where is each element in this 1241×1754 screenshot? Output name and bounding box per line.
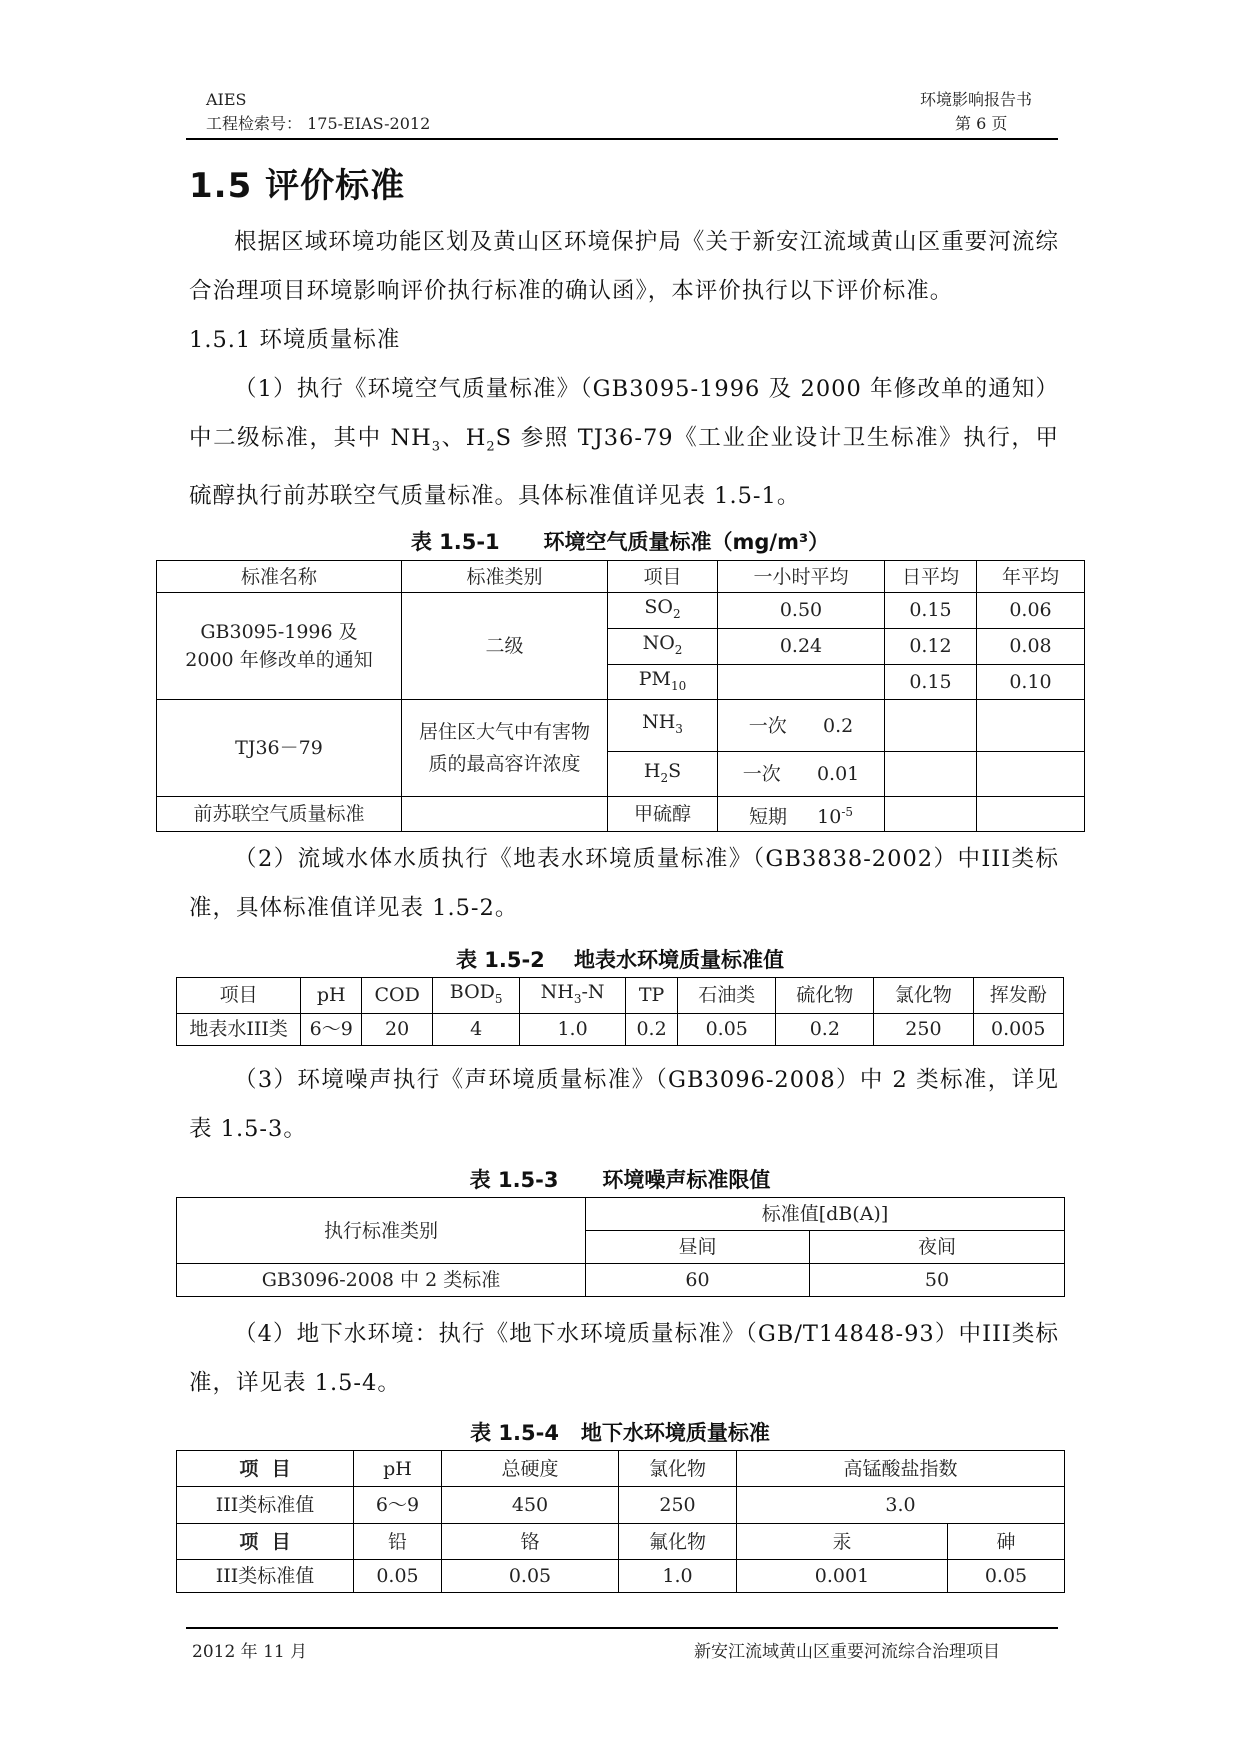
air-quality-table [156, 560, 1085, 832]
t1-header-item: 项目 [608, 561, 718, 593]
t4-header-item-1: 项 目 [177, 1451, 354, 1487]
header-page-number: 第 6 页 [955, 114, 1008, 133]
t2-chloride-value: 250 [874, 1013, 973, 1045]
t4-header-lead: 铅 [354, 1524, 442, 1560]
t1-gb-class: 二级 [402, 593, 608, 700]
t1-nh3-sub: 3 [675, 722, 683, 737]
t4-chloride-value: 250 [619, 1487, 737, 1524]
footer-rule [186, 1627, 1058, 1629]
t2-ph-value: 6～9 [301, 1013, 362, 1045]
t1-mm-hour [718, 797, 885, 832]
t1-tj-name: TJ36－79 [157, 700, 402, 797]
t1-h2s-sub: 2 [660, 770, 669, 785]
t2-sulfide-value: 0.2 [776, 1013, 874, 1045]
t1-no2-label: NO [642, 631, 675, 654]
t1-h2s-year [977, 752, 1085, 797]
surface-water-table [176, 977, 1064, 1046]
t1-mm-year [977, 797, 1085, 832]
t2-nh3-suffix: -N [581, 981, 605, 1003]
t2-header-ph: pH [301, 978, 362, 1014]
t1-tj-class: 居住区大气中有害物质的最高容许浓度 [402, 700, 608, 797]
t1-nh3-hour [718, 700, 885, 752]
t4-row1-name: III类标准值 [177, 1487, 354, 1524]
t2-row-name: 地表水III类 [177, 1013, 301, 1045]
t1-so2-hour: 0.50 [718, 593, 885, 629]
t1-so2-sub: 2 [672, 606, 681, 621]
t1-pm10-year: 0.10 [977, 664, 1085, 700]
t1-h2s-day [885, 752, 977, 797]
header-project-no: 工程检索号： 175-EIAS-2012 [206, 114, 431, 133]
t2-header-sulfide: 硫化物 [776, 978, 874, 1014]
t4-header-arsenic: 砷 [948, 1524, 1065, 1560]
paragraph-surface-water: （2）流域水体水质执行《地表水环境质量标准》（GB3838-2002）中III类标准，具体标准值详见表 1.5-2。 [189, 846, 1059, 921]
t4-header-ph: pH [354, 1451, 442, 1487]
footer-project: 新安江流域黄山区重要河流综合治理项目 [694, 1642, 1000, 1662]
t3-day-value: 60 [586, 1264, 810, 1297]
t4-header-item-2: 项 目 [177, 1524, 354, 1560]
t1-gb-name: GB3095-1996 及 2000 年修改单的通知 [157, 593, 402, 700]
t1-no2-hour: 0.24 [718, 628, 885, 664]
t1-so2-label: SO [644, 596, 673, 618]
table1-caption: 表 1.5-1 环境空气质量标准（mg/m³） [410, 530, 830, 554]
groundwater-table [176, 1450, 1065, 1593]
t3-header-category: 执行标准类别 [177, 1198, 586, 1264]
t1-pm10-item [608, 664, 718, 700]
footer-date: 2012 年 11 月 [192, 1642, 308, 1662]
t4-row2-name: III类标准值 [177, 1560, 354, 1593]
t1-header-hour: 一小时平均 [718, 561, 885, 593]
t1-header-name: 标准名称 [157, 561, 402, 593]
t2-header-petroleum: 石油类 [678, 978, 776, 1014]
header-doc-title: 环境影响报告书 [920, 90, 1033, 109]
t4-arsenic-value: 0.05 [948, 1560, 1065, 1593]
table2-caption: 表 1.5-2 地表水环境质量标准值 [455, 948, 785, 972]
t1-h2s-label: H [643, 759, 661, 782]
t4-header-hardness: 总硬度 [442, 1451, 619, 1487]
p1-prefix: （1）执行《环境空气质量标准》（GB3095-1996 及 2000 年修改单的通知）中二级标准，其中 NH [189, 376, 1059, 451]
t1-nh3-value: 0.2 [823, 714, 854, 737]
p1-h2s-subscript: 2 [486, 439, 496, 455]
t1-nh3-year [977, 700, 1085, 752]
sub-heading: 1.5.1 环境质量标准 [189, 327, 401, 353]
t2-header-nh3n [520, 978, 626, 1014]
t4-permanganate-value: 3.0 [737, 1487, 1065, 1524]
t2-phenol-value: 0.005 [973, 1013, 1064, 1045]
t1-h2s-type: 一次 [742, 763, 781, 786]
paragraph-air-standard [189, 365, 1059, 521]
t4-ph-value: 6～9 [354, 1487, 442, 1524]
t2-cod-value: 20 [362, 1013, 433, 1045]
t1-header-class: 标准类别 [402, 561, 608, 593]
t1-mm-type: 短期 [748, 806, 787, 829]
t3-row-name: GB3096-2008 中 2 类标准 [177, 1264, 586, 1297]
paragraph-groundwater: （4）地下水环境：执行《地下水环境质量标准》（GB/T14848-93）中III类标准，详见表 1.5-4。 [189, 1321, 1059, 1396]
t1-h2s-hour [718, 752, 885, 797]
t2-bod5-value: 4 [433, 1013, 520, 1045]
t1-no2-sub: 2 [674, 642, 683, 657]
t2-bod-sub: 5 [494, 991, 503, 1006]
t1-mm-item: 甲硫醇 [608, 797, 718, 832]
t1-mm-value: 10 [817, 806, 842, 829]
t4-header-mercury: 汞 [737, 1524, 948, 1560]
table3-caption: 表 1.5-3 环境噪声标准限值 [469, 1168, 771, 1192]
t2-bod-label: BOD [449, 981, 495, 1003]
t1-ussr-name: 前苏联空气质量标准 [157, 797, 402, 832]
t2-header-chloride: 氯化物 [874, 978, 973, 1014]
p1-suffix: S 参照 TJ36-79《工业企业设计卫生标准》执行，甲硫醇执行前苏联空气质量标准。具体标准值详见表 1.5-1。 [189, 425, 1060, 509]
t2-header-tp: TP [625, 978, 677, 1014]
t1-nh3-item [608, 700, 718, 752]
t1-so2-item [608, 593, 718, 629]
t4-header-chromium: 铬 [442, 1524, 619, 1560]
t2-tp-value: 0.2 [625, 1013, 677, 1045]
t2-nh3-sub: 3 [573, 991, 582, 1006]
t3-header-night: 夜间 [810, 1231, 1065, 1264]
header-rule [186, 138, 1058, 140]
t1-h2s-value: 0.01 [816, 763, 860, 786]
t1-h2s-label2: S [668, 759, 682, 782]
t1-no2-year: 0.08 [977, 628, 1085, 664]
t2-petroleum-value: 0.05 [678, 1013, 776, 1045]
t4-chromium-value: 0.05 [442, 1560, 619, 1593]
p1-nh3-subscript: 3 [431, 439, 442, 455]
t1-nh3-label: NH [642, 711, 676, 734]
t4-mercury-value: 0.001 [737, 1560, 948, 1593]
header-org: AIES [206, 90, 247, 109]
paragraph-noise: （3）环境噪声执行《声环境质量标准》（GB3096-2008）中 2 类标准，详见表 1.5-3。 [189, 1067, 1059, 1142]
t1-nh3-type: 一次 [748, 714, 787, 737]
t1-pm10-sub: 10 [670, 678, 687, 693]
t1-header-day: 日平均 [885, 561, 977, 593]
table4-caption: 表 1.5-4 地下水环境质量标准 [470, 1421, 770, 1445]
t3-header-group: 标准值[dB(A)] [586, 1198, 1065, 1231]
t1-header-year: 年平均 [977, 561, 1085, 593]
section-title: 1.5 评价标准 [189, 166, 406, 206]
noise-table [176, 1197, 1065, 1297]
t1-so2-year: 0.06 [977, 593, 1085, 629]
t2-header-cod: COD [362, 978, 433, 1014]
t2-nh3-label: NH [540, 981, 574, 1003]
t4-hardness-value: 450 [442, 1487, 619, 1524]
t2-nh3n-value: 1.0 [520, 1013, 626, 1045]
t1-pm10-label: PM [638, 667, 671, 690]
t2-header-item: 项目 [177, 978, 301, 1014]
t1-nh3-day [885, 700, 977, 752]
t4-fluoride-value: 1.0 [619, 1560, 737, 1593]
t2-header-bod5 [433, 978, 520, 1014]
intro-paragraph: 根据区域环境功能区划及黄山区环境保护局《关于新安江流域黄山区重要河流综合治理项目环境影响评价执行标准的确认函》，本评价执行以下评价标准。 [189, 229, 1059, 304]
t1-h2s-item [608, 752, 718, 797]
t2-header-phenol: 挥发酚 [973, 978, 1064, 1014]
t4-header-chloride: 氯化物 [619, 1451, 737, 1487]
t1-so2-day: 0.15 [885, 593, 977, 629]
t4-header-permanganate: 高锰酸盐指数 [737, 1451, 1065, 1487]
p1-mid: 、H [441, 425, 487, 451]
t1-pm10-day: 0.15 [885, 664, 977, 700]
t4-lead-value: 0.05 [354, 1560, 442, 1593]
t4-header-fluoride: 氟化物 [619, 1524, 737, 1560]
t1-no2-day: 0.12 [885, 628, 977, 664]
t1-mm-day [885, 797, 977, 832]
t3-night-value: 50 [810, 1264, 1065, 1297]
t3-header-day: 昼间 [586, 1231, 810, 1264]
t1-no2-item [608, 628, 718, 664]
t1-mm-exponent: -5 [841, 804, 854, 819]
t1-pm10-hour [718, 664, 885, 700]
t1-ussr-class [402, 797, 608, 832]
